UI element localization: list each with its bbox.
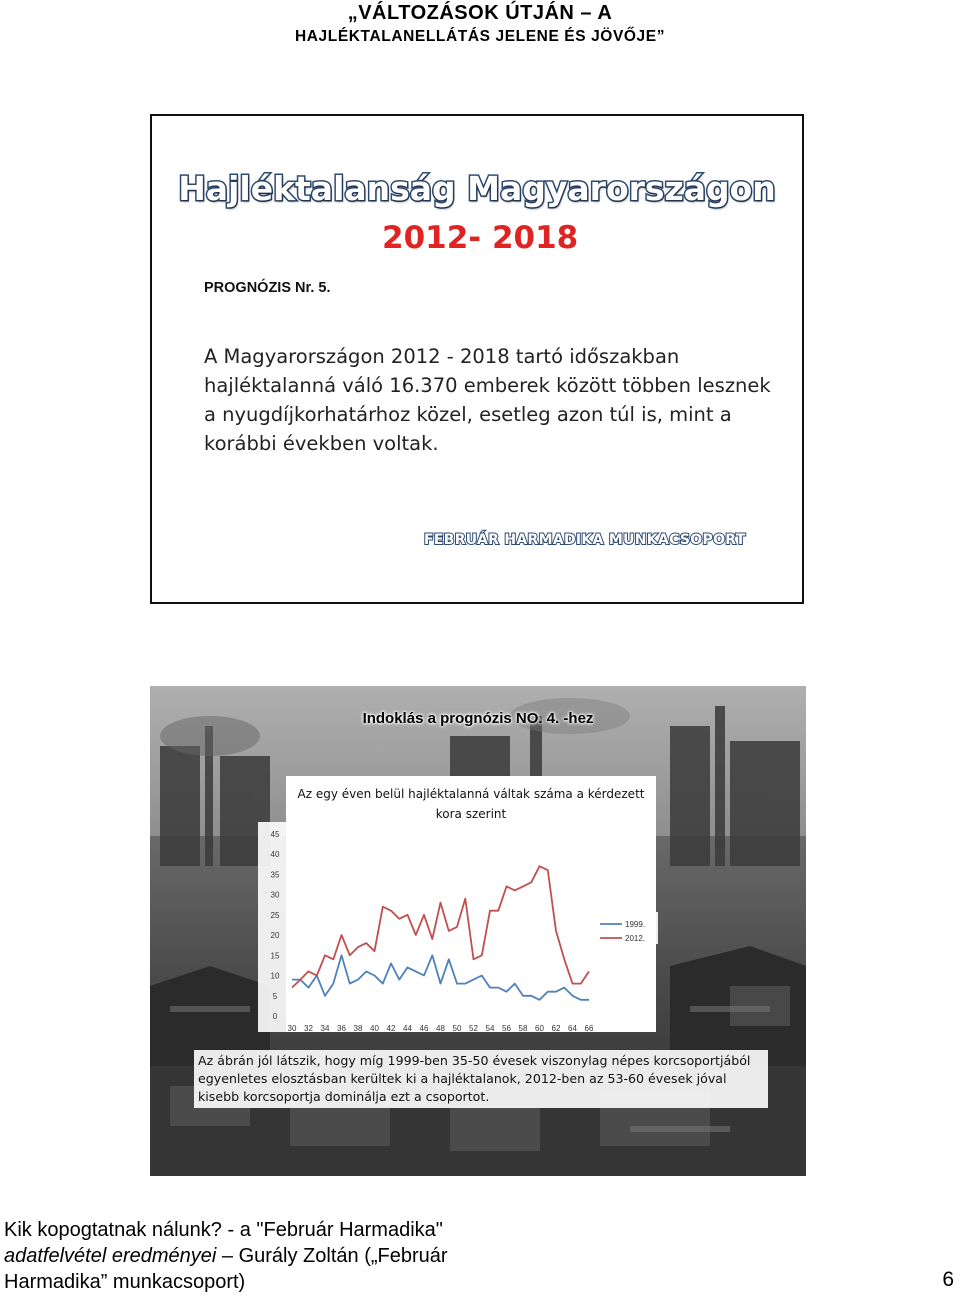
slide1-prognosis-label: PROGNÓZIS Nr. 5. [204, 280, 331, 296]
footer-line2 [4, 1243, 448, 1269]
x-tick-label: 44 [403, 1024, 412, 1033]
slide1-years: 2012- 2018 [382, 220, 579, 256]
slide1-body-text: A Magyarországon 2012 - 2018 tartó időszakban hajléktalanná váló 16.370 emberek között többen lesznek a nyugdíjkorhatárhoz közel, esetleg azon túl is, mint a korábbi években voltak. [204, 345, 771, 455]
footer-line1: Kik kopogtatnak nálunk? - a "Február Harmadika" [4, 1219, 443, 1241]
x-tick-label: 64 [568, 1024, 577, 1033]
slide1-title: Hajléktalanság Magyarországon [178, 169, 776, 208]
y-tick-label: 40 [270, 850, 280, 859]
x-tick-label: 60 [535, 1024, 544, 1033]
x-tick-label: 42 [386, 1024, 396, 1033]
x-tick-label: 54 [485, 1024, 495, 1033]
slide-justification [150, 686, 806, 1176]
y-tick-label: 45 [270, 829, 280, 839]
slide2-caption: Az ábrán jól látszik, hogy míg 1999-ben 35-50 évesek viszonylag népes korcsoportjából egyenletes elosztásban kerültek ki a hajléktalanok, 2012-ben az 53-60 évesek jóval kisebb korcsoportja dominálja ezt a csoportot. [194, 1050, 768, 1108]
x-tick-label: 62 [551, 1024, 561, 1033]
footer-line2-rest: – Gurály Zoltán („Február [216, 1245, 448, 1267]
x-tick-label: 34 [320, 1024, 330, 1033]
x-tick-label: 36 [337, 1024, 346, 1033]
legend-label: 1999. [625, 920, 646, 929]
x-tick-label: 32 [304, 1024, 313, 1033]
footer-line2-italic: adatfelvétel eredményei [4, 1245, 217, 1267]
y-tick-label: 25 [270, 910, 280, 920]
x-tick-label: 58 [518, 1024, 528, 1033]
y-tick-label: 0 [272, 1012, 278, 1021]
y-tick-label: 10 [270, 971, 280, 981]
line-chart [150, 686, 806, 1046]
slide1-footer-logo-text: FEBRUÁR HARMADIKA MUNKACSOPORT [424, 532, 746, 548]
page-number: 6 [942, 1268, 954, 1291]
slide-prognosis-5 [150, 114, 804, 604]
legend-label: 2012. [625, 934, 646, 943]
x-tick-label: 66 [584, 1024, 594, 1033]
x-tick-label: 56 [502, 1024, 511, 1033]
y-tick-label: 35 [270, 870, 280, 880]
x-tick-label: 38 [353, 1024, 363, 1033]
y-tick-label: 30 [270, 890, 280, 900]
footer-line3: Harmadika” munkacsoport) [4, 1271, 246, 1293]
x-tick-label: 50 [452, 1024, 462, 1033]
x-tick-label: 52 [469, 1024, 478, 1033]
series-line-1999 [292, 955, 589, 1000]
slide2-title: Indoklás a prognózis NO. 4. -hez [362, 710, 594, 727]
x-tick-label: 48 [436, 1024, 445, 1033]
y-tick-label: 15 [270, 951, 280, 961]
x-tick-label: 46 [419, 1024, 429, 1033]
chart-title: Az egy éven belül hajléktalanná váltak száma a kérdezett kora szerint [297, 787, 645, 821]
y-tick-label: 5 [272, 991, 278, 1001]
x-tick-label: 30 [287, 1024, 297, 1033]
document-header-line2: HAJLÉKTALANELLÁTÁS JELENE ÉS JÖVŐJE” [294, 28, 666, 45]
y-tick-label: 20 [270, 931, 280, 940]
document-header-line1: „VÁLTOZÁSOK ÚTJÁN – A [347, 2, 613, 24]
x-tick-label: 40 [370, 1024, 379, 1033]
